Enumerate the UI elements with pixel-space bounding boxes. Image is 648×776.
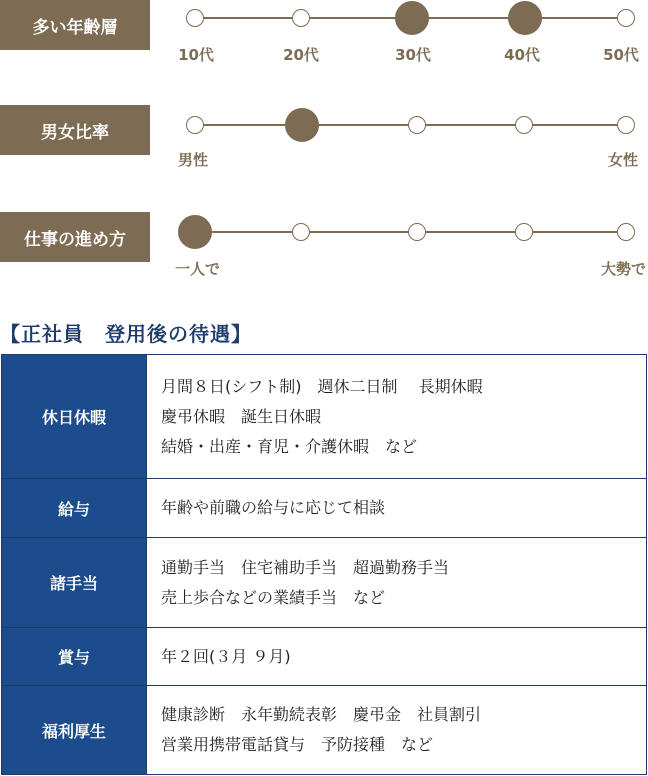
table-row — [2, 686, 647, 775]
workstyle-dot-2 — [292, 223, 310, 241]
age-tick-40s: 40代 — [504, 46, 540, 64]
row-line: 月間８日(シフト制) 週休二日制 長期休暇 — [161, 376, 483, 396]
age-tick-30s: 30代 — [395, 46, 431, 64]
row-line: 営業用携帯電話貸与 予防接種 など — [161, 735, 434, 754]
table-row — [2, 538, 647, 628]
row-body-welfare — [147, 686, 647, 775]
gender-dot-2 — [285, 108, 319, 142]
row-line: 売上歩合などの業績手当 など — [161, 587, 386, 607]
row-line: 年齢や前職の給与に応じて相談 — [161, 498, 386, 517]
age-dot-40s — [508, 1, 542, 35]
gender-label: 男女比率 — [0, 105, 150, 155]
section-title: 【正社員 登用後の待遇】 — [0, 322, 252, 346]
gender-tick-female: 女性 — [607, 151, 638, 169]
age-dot-20s — [292, 9, 310, 27]
row-head-bonus: 賞与 — [2, 628, 147, 686]
age-tick-10s: 10代 — [178, 46, 214, 64]
row-body-holidays — [147, 355, 647, 479]
benefits-table — [1, 354, 647, 775]
age-scale — [0, 0, 648, 70]
row-line: 結婚・出産・育児・介護休暇 など — [161, 436, 418, 456]
workstyle-dot-3 — [408, 223, 426, 241]
gender-tick-male: 男性 — [178, 151, 209, 169]
workstyle-scale — [0, 212, 648, 282]
age-tick-50s: 50代 — [603, 46, 639, 64]
row-line: 年２回(３月 ９月) — [161, 646, 291, 666]
gender-scale — [0, 105, 648, 175]
table-row — [2, 355, 647, 479]
row-head-welfare: 福利厚生 — [2, 686, 147, 775]
gender-dot-4 — [515, 116, 533, 134]
workstyle-tick-alone: 一人で — [175, 260, 221, 278]
gender-dot-5 — [617, 116, 635, 134]
table-row — [2, 628, 647, 686]
age-dot-10s — [186, 9, 204, 27]
age-dot-50s — [617, 9, 635, 27]
row-head-salary: 給与 — [2, 479, 147, 538]
row-line: 通勤手当 住宅補助手当 超過勤務手当 — [161, 557, 450, 577]
row-line: 健康診断 永年勤続表彰 慶弔金 社員割引 — [161, 705, 482, 724]
row-line: 慶弔休暇 誕生日休暇 — [161, 406, 322, 426]
row-head-allowances: 諸手当 — [2, 538, 147, 628]
table-row — [2, 479, 647, 538]
workstyle-dot-1 — [178, 215, 212, 249]
row-body-allowances — [147, 538, 647, 628]
workstyle-tick-team: 大勢で — [600, 260, 646, 278]
gender-dot-1 — [186, 116, 204, 134]
workstyle-label: 仕事の進め方 — [0, 212, 150, 262]
row-body-salary — [147, 479, 647, 538]
age-dot-30s — [395, 1, 429, 35]
workstyle-dot-4 — [515, 223, 533, 241]
workstyle-dot-5 — [617, 223, 635, 241]
age-label: 多い年齢層 — [0, 0, 150, 50]
age-tick-20s: 20代 — [283, 46, 319, 64]
row-body-bonus — [147, 628, 647, 686]
row-head-holidays: 休日休暇 — [2, 355, 147, 479]
gender-dot-3 — [408, 116, 426, 134]
